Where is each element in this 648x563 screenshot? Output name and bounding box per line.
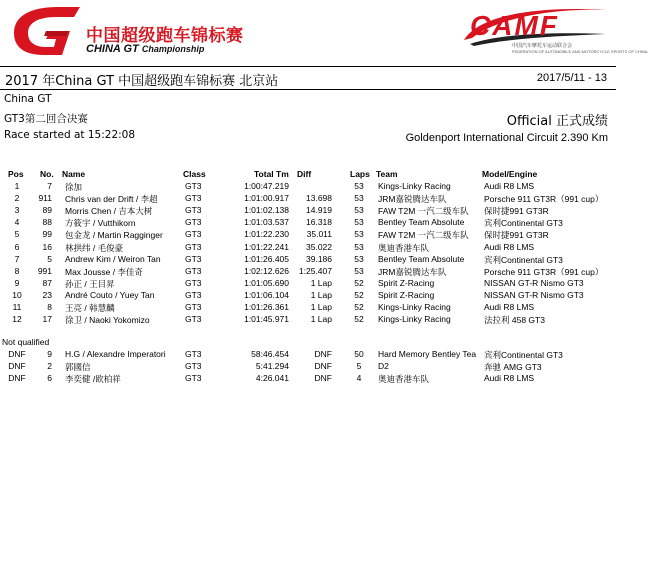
cell-team: JRM嘉锐腾达车队 [378, 266, 447, 277]
cell-no: 99 [42, 229, 52, 240]
cell-model: NISSAN GT-R Nismo GT3 [484, 277, 584, 288]
cell-no: 9 [47, 349, 52, 359]
cell-model: 宾利Continental GT3 [484, 218, 563, 229]
camf-logo-sub-en: FEDERATION OF AUTOMOBILE AND MOTORCYCLE SPORTS OF CHINA [512, 49, 648, 54]
cell-name: H.G / Alexandre Imperatori [65, 349, 166, 359]
cell-model: 宾利Continental GT3 [484, 350, 563, 360]
cell-diff: 1 Lap [310, 289, 332, 300]
cell-pos: 5 [14, 229, 20, 240]
official-label: Official 正式成绩 [506, 114, 608, 129]
table-row [0, 254, 616, 266]
cell-team: D2 [378, 361, 389, 372]
event-date: 2017/5/11 - 13 [536, 72, 607, 84]
cell-no: 6 [47, 373, 52, 384]
china-gt-logo-icon [6, 3, 84, 59]
title-rule-bottom [0, 89, 616, 90]
cell-laps: 5 [356, 361, 362, 372]
cell-total: 1:01:02.138 [244, 205, 289, 216]
series-name: China GT [4, 93, 52, 105]
cell-total: 58:46.454 [251, 349, 289, 359]
cell-pos: 10 [12, 289, 22, 300]
cell-class: GT3 [185, 277, 202, 288]
cell-pos: DNF [8, 349, 26, 359]
camf-logo-text: CAMF [470, 10, 559, 41]
cell-laps: 53 [354, 265, 364, 276]
cell-team: Kings-Linky Racing [378, 302, 451, 312]
cell-total: 1:01:22.230 [244, 229, 289, 240]
cell-no: 17 [42, 314, 52, 325]
cell-name: 徐加 [65, 182, 83, 192]
cell-diff: DNF [314, 361, 332, 372]
cell-name: Morris Chen / 吉本大树 [65, 206, 153, 217]
cell-model: Porsche 911 GT3R（991 cup） [484, 266, 604, 277]
cell-team: Spirit Z-Racing [378, 277, 435, 288]
cell-total: 1:01:05.690 [244, 277, 289, 288]
logo-en-main: CHINA GT [86, 43, 139, 55]
cell-total: 1:01:03.537 [244, 217, 289, 228]
cell-total: 1:01:22.241 [244, 241, 289, 252]
cell-no: 23 [42, 289, 52, 300]
cell-diff: 1 Lap [310, 277, 332, 288]
camf-logo [460, 4, 648, 60]
cell-model: Audi R8 LMS [484, 181, 535, 191]
table-row [0, 349, 616, 361]
cell-pos: 11 [12, 302, 22, 312]
col-class: Class [183, 169, 206, 179]
cell-class: GT3 [185, 205, 202, 216]
cell-team: Spirit Z-Racing [378, 289, 435, 300]
cell-pos: 3 [14, 205, 20, 216]
cell-total: 1:01:26.361 [244, 302, 289, 312]
cell-class: GT3 [185, 229, 202, 240]
cell-class: GT3 [185, 253, 202, 264]
cell-pos: DNF [8, 373, 26, 384]
logo-en-sub: Championship [141, 44, 205, 54]
cell-total: 1:01:06.104 [244, 289, 289, 300]
table-row [0, 229, 616, 241]
cell-laps: 53 [354, 229, 364, 240]
session-name: GT3第二回合决赛 [4, 113, 88, 125]
table-row [0, 302, 616, 314]
col-no: No. [40, 169, 54, 179]
cell-diff: 35.022 [306, 241, 332, 252]
cell-team: Kings-Linky Racing [378, 181, 451, 191]
cell-pos: 6 [14, 241, 20, 252]
cell-no: 87 [42, 277, 52, 288]
cell-no: 991 [37, 265, 52, 276]
cell-no: 89 [42, 205, 52, 216]
circuit-name: Goldenport International Circuit 2.390 Km [405, 132, 608, 144]
cell-model: 保时捷991 GT3R [484, 230, 549, 241]
col-model: Model/Engine [482, 169, 538, 179]
cell-no: 16 [42, 241, 52, 252]
cell-name: Max Jousse / 李佳奇 [65, 266, 143, 277]
cell-laps: 53 [354, 253, 364, 264]
cell-diff: DNF [314, 373, 332, 384]
cell-laps: 52 [354, 277, 364, 288]
cell-team: Bentley Team Absolute [378, 253, 465, 264]
cell-total: 1:02:12.626 [244, 265, 289, 276]
title-rule-top [0, 66, 616, 67]
cell-model: 法拉利 458 GT3 [484, 315, 545, 326]
cell-name: 林拱纬 / 毛俊豪 [65, 242, 124, 253]
cell-laps: 52 [354, 314, 364, 325]
cell-total: 1:01:26.405 [244, 253, 289, 264]
cell-name: 方筱宇 / Vutthikorn [65, 218, 136, 229]
cell-pos: 9 [14, 277, 20, 288]
col-diff: Diff [297, 169, 312, 179]
race-start-time: Race started at 15:22:08 [4, 129, 136, 141]
cell-pos: 7 [14, 253, 20, 264]
cell-class: GT3 [185, 373, 202, 384]
cell-class: GT3 [185, 361, 202, 372]
cell-laps: 53 [354, 193, 364, 204]
table-row [0, 290, 616, 302]
cell-model: Audi R8 LMS [484, 241, 535, 252]
cell-class: GT3 [185, 181, 202, 191]
cell-class: GT3 [185, 314, 202, 325]
cell-team: Hard Memory Bentley Tea [378, 349, 477, 359]
cell-class: GT3 [185, 265, 202, 276]
table-row [0, 193, 616, 205]
cell-name: Andrew Kim / Weiron Tan [65, 253, 161, 264]
table-row [0, 205, 616, 217]
cell-class: GT3 [185, 302, 202, 312]
cell-team: JRM嘉锐腾达车队 [378, 194, 447, 205]
not-qualified-label: Not qualified [2, 337, 50, 347]
cell-class: GT3 [185, 217, 202, 228]
cell-pos: 2 [14, 193, 20, 204]
cell-name: 包金龙 / Martin Ragginger [65, 230, 163, 241]
cell-total: 5:41.294 [255, 361, 289, 372]
cell-laps: 53 [354, 205, 364, 216]
cell-diff: 13.698 [306, 193, 332, 204]
cell-name: 徐卫 / Naoki Yokomizo [65, 315, 150, 326]
cell-laps: 52 [354, 289, 364, 300]
table-row [0, 217, 616, 229]
table-row [0, 181, 616, 193]
cell-no: 5 [47, 253, 52, 264]
col-laps: Laps [350, 169, 370, 179]
cell-diff: 35.011 [306, 229, 332, 240]
cell-class: GT3 [185, 289, 202, 300]
cell-model: Audi R8 LMS [484, 302, 535, 312]
cell-no: 88 [42, 217, 52, 228]
cell-team: Kings-Linky Racing [378, 314, 451, 325]
china-gt-logo [6, 3, 244, 61]
cell-team: FAW T2M 一汽二级车队 [378, 230, 469, 241]
cell-total: 1:01:45.971 [244, 314, 289, 325]
cell-diff: DNF [314, 349, 332, 359]
cell-diff: 14.919 [306, 205, 332, 216]
cell-pos: 1 [14, 181, 20, 191]
cell-diff: 39.186 [306, 253, 332, 264]
cell-total: 4:26.041 [255, 373, 289, 384]
cell-name: 孙正 / 王目昇 [65, 278, 115, 289]
cell-laps: 52 [354, 302, 364, 312]
cell-model: 奔驰 AMG GT3 [484, 362, 542, 373]
cell-model: NISSAN GT-R Nismo GT3 [484, 289, 584, 300]
cell-laps: 4 [356, 373, 362, 384]
cell-name: Chris van der Drift / 李超 [65, 194, 158, 205]
cell-name: 李奕健 /欧柏祥 [65, 374, 121, 385]
cell-laps: 50 [354, 349, 364, 359]
cell-model: 保时捷991 GT3R [484, 206, 549, 217]
table-row [0, 373, 616, 385]
cell-laps: 53 [354, 181, 364, 191]
cell-total: 1:01:00.917 [244, 193, 289, 204]
table-row [0, 278, 616, 290]
cell-class: GT3 [185, 349, 202, 359]
cell-no: 7 [47, 181, 52, 191]
cell-diff: 16.318 [306, 217, 332, 228]
cell-team: Bentley Team Absolute [378, 217, 465, 228]
cell-pos: 4 [14, 217, 20, 228]
cell-name: André Couto / Yuey Tan [65, 289, 155, 300]
cell-diff: 1:25.407 [298, 265, 332, 276]
cell-name: 郭國信 [65, 362, 91, 373]
results-header [0, 169, 616, 181]
cell-no: 8 [47, 302, 52, 312]
cell-pos: 8 [14, 265, 20, 276]
table-row [0, 361, 616, 373]
page-title: 2017 年China GT 中国超级跑车锦标赛 北京站 [5, 74, 279, 89]
cell-model: Audi R8 LMS [484, 373, 535, 384]
cell-team: 奥迪香港车队 [378, 374, 430, 385]
col-name: Name [62, 169, 86, 179]
camf-logo-sub-cn: 中国汽车摩托车运动联合会 [512, 43, 573, 49]
cell-diff: 1 Lap [310, 302, 332, 312]
table-row [0, 314, 616, 326]
col-total: Total Tm [254, 169, 289, 179]
logo-cn-title: 中国超级跑车锦标赛 [86, 26, 244, 46]
cell-pos: 12 [12, 314, 22, 325]
cell-laps: 53 [354, 241, 364, 252]
cell-name: 王亮 / 韩慧麟 [65, 303, 115, 313]
cell-laps: 53 [354, 217, 364, 228]
cell-model: Porsche 911 GT3R（991 cup） [484, 194, 604, 205]
cell-no: 2 [47, 361, 52, 372]
cell-pos: DNF [8, 361, 26, 372]
logo-en-title [86, 43, 204, 55]
col-team: Team [376, 169, 398, 179]
cell-class: GT3 [185, 193, 202, 204]
cell-team: FAW T2M 一汽二级车队 [378, 206, 469, 217]
table-row [0, 266, 616, 278]
table-row [0, 242, 616, 254]
cell-no: 911 [38, 193, 52, 204]
cell-model: 宾利Continental GT3 [484, 254, 563, 265]
cell-team: 奥迪香港车队 [378, 242, 430, 253]
cell-total: 1:00:47.219 [244, 181, 289, 191]
cell-diff: 1 Lap [310, 314, 332, 325]
col-pos: Pos [8, 169, 24, 179]
cell-class: GT3 [185, 241, 202, 252]
